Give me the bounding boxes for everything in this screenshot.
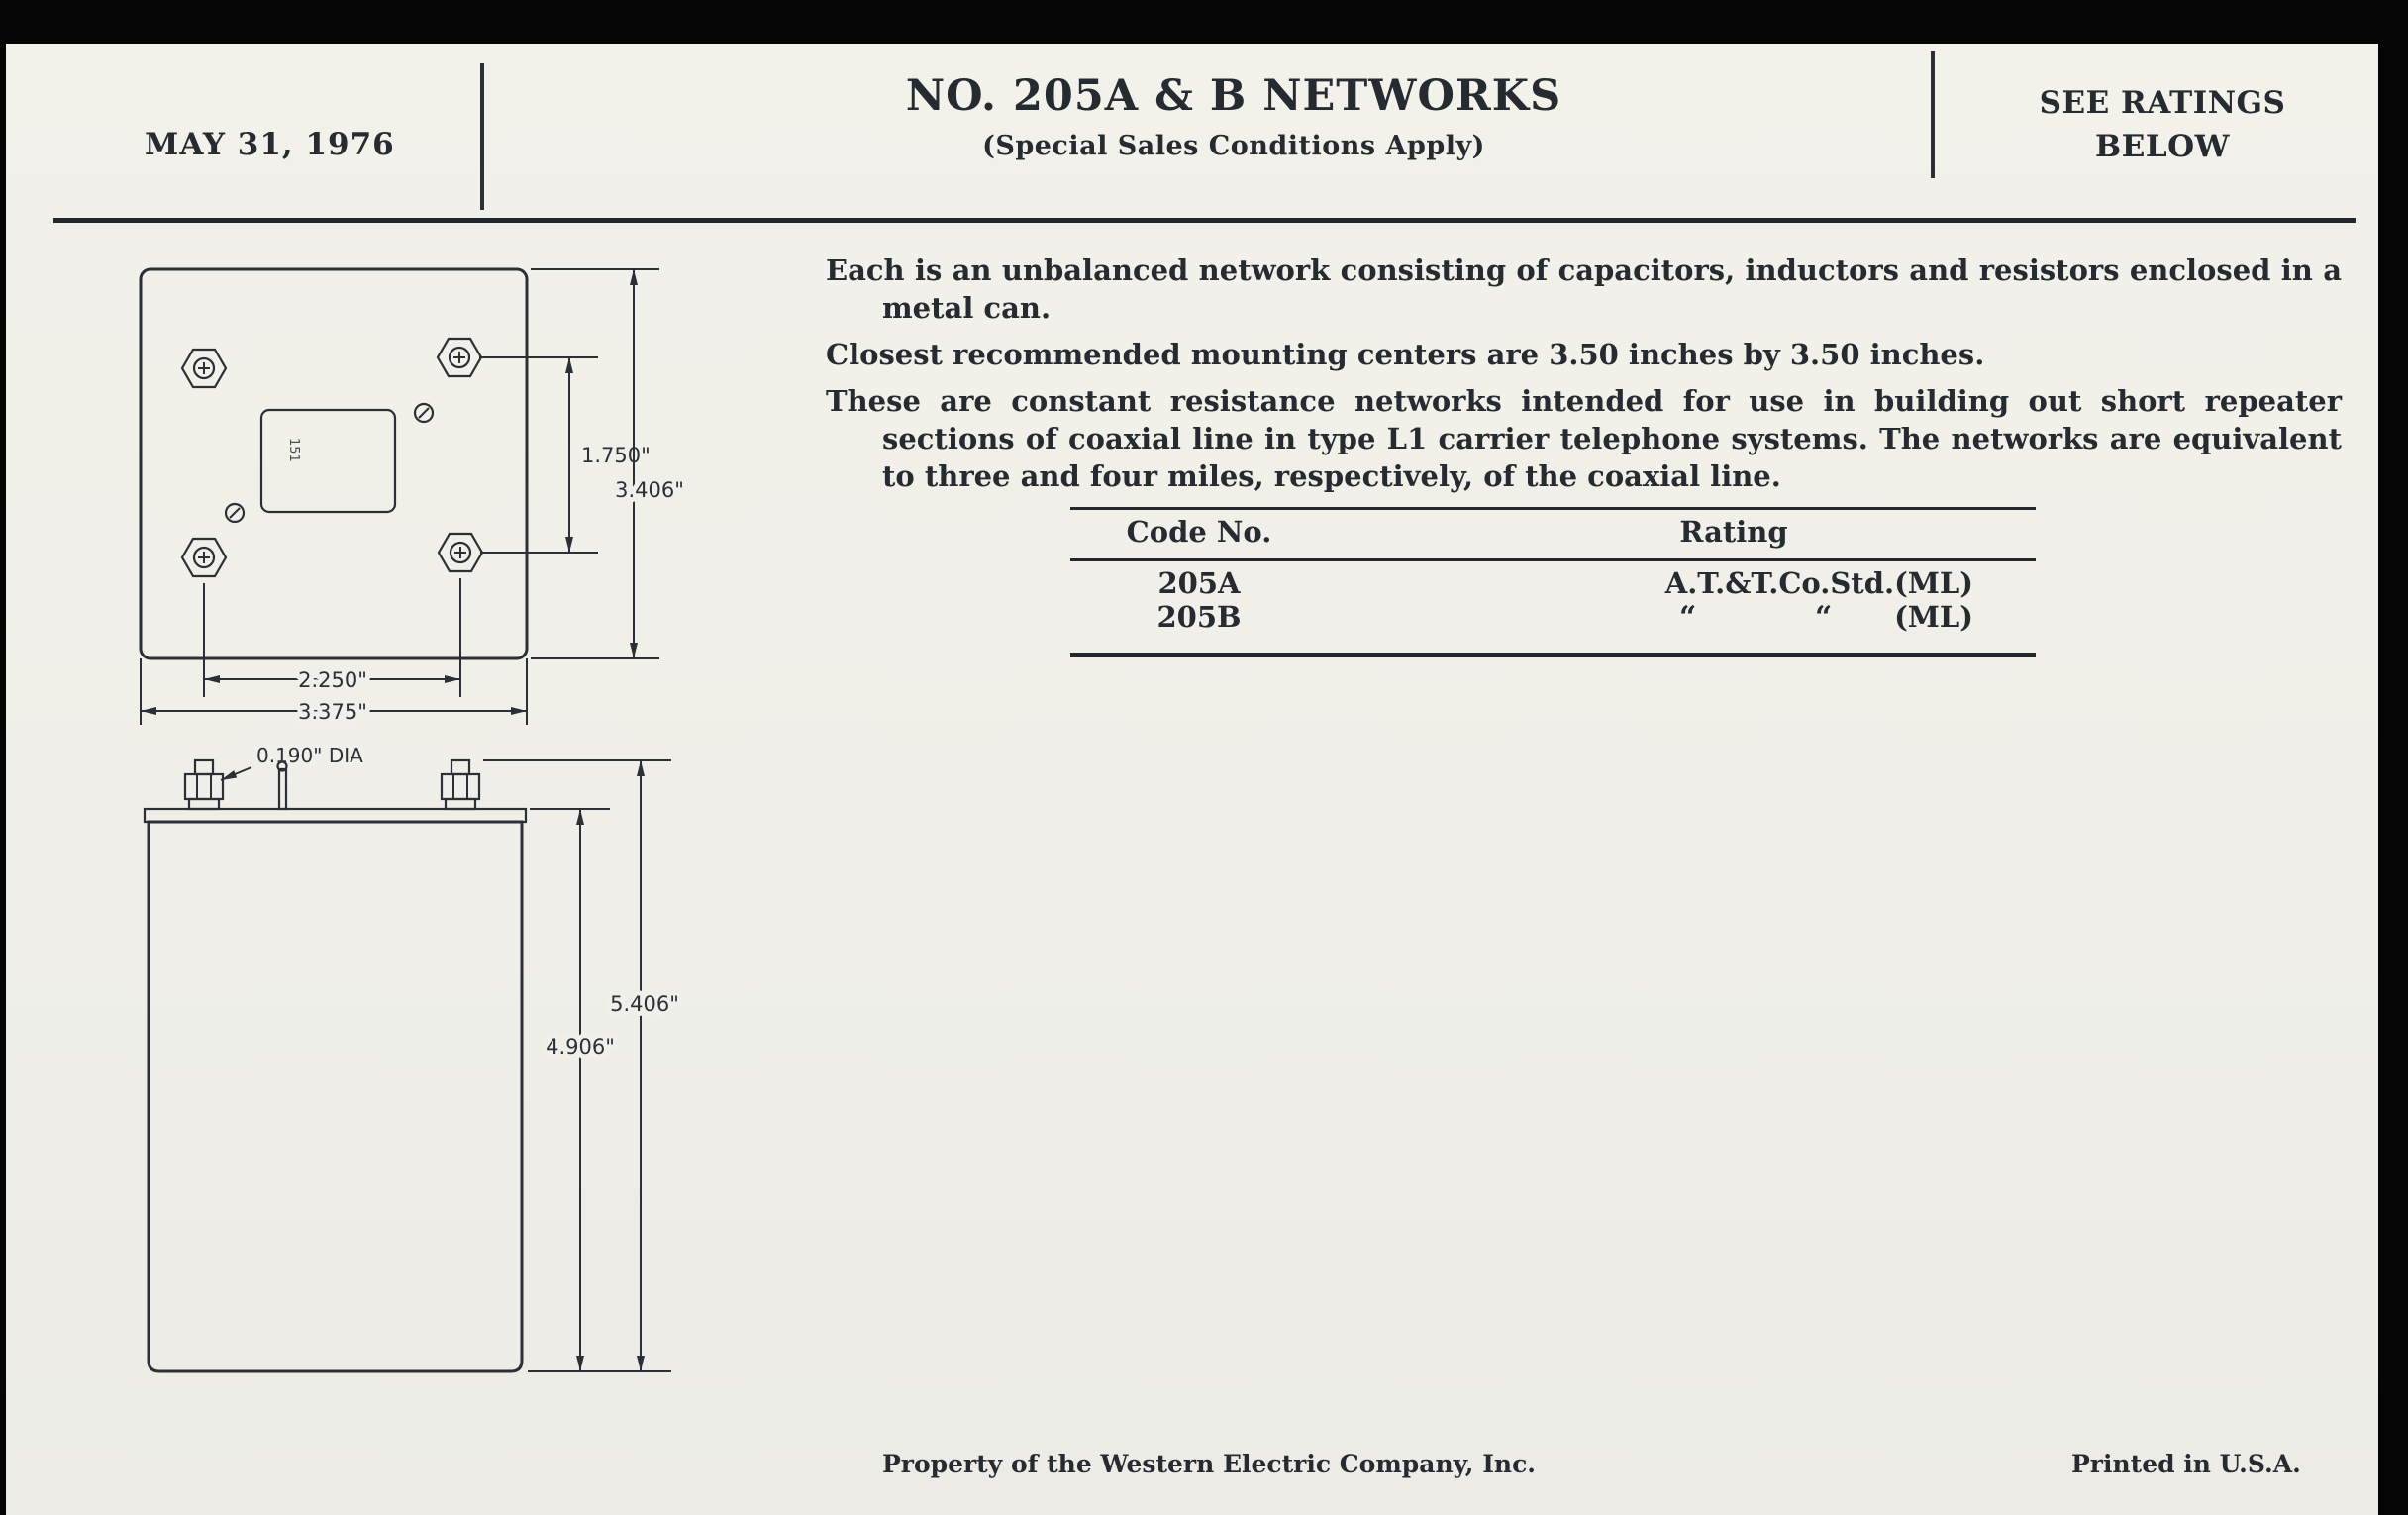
dimension-label-3375: 3.375" <box>298 700 367 724</box>
table-cell-code-205a: 205A <box>1157 566 1241 600</box>
mounting-screw-top-right <box>438 339 481 376</box>
leader-line-0190 <box>221 767 251 780</box>
paragraph-1: Each is an unbalanced network consisting of capacitors, inductors and resistors enclosed in a metal can. <box>826 253 2342 325</box>
table-header-code: Code No. <box>1126 515 1272 549</box>
technical-drawing <box>6 222 758 1509</box>
top-view-can-outline <box>141 269 527 658</box>
property-notice: Property of the Western Electric Company, Inc. <box>881 1450 1536 1478</box>
table-cell-ditto-1: “ <box>1679 600 1697 635</box>
paragraph-3: These are constant resistance networks intended for use in building out short repeater sections of coaxial line in type L1 carrier telephone systems. The networks are equivalent to three and four miles, respectively, of the coaxial line. <box>826 384 2342 493</box>
terminal-right <box>442 760 479 809</box>
mounting-screw-top-left <box>182 350 226 387</box>
ratings-note-line1: SEE RATINGS <box>2039 85 2286 121</box>
header-divider-right <box>1931 51 1935 178</box>
table-rule-bottom <box>1070 653 2036 657</box>
slotted-screw-upper <box>415 404 433 422</box>
ratings-note <box>1947 81 2378 168</box>
page-subtitle: (Special Sales Conditions Apply) <box>982 131 1485 161</box>
mounting-screw-bottom-left <box>182 539 226 576</box>
side-view-can-lid <box>145 809 526 822</box>
header-divider-left <box>480 63 484 210</box>
document-date: MAY 31, 1976 <box>145 127 395 162</box>
table-cell-rating-205b: (ML) <box>1894 600 1973 634</box>
title-block <box>560 71 1907 161</box>
table-rule-top <box>1070 507 2036 510</box>
label-plate <box>261 410 395 512</box>
dimension-label-3406: 3.406" <box>615 478 684 502</box>
table-rule-header <box>1070 558 2036 561</box>
dimension-label-5406: 5.406" <box>610 992 679 1016</box>
dimension-label-4906: 4.906" <box>546 1035 615 1059</box>
printed-in-usa: Printed in U.S.A. <box>2071 1450 2301 1478</box>
slotted-screw-lower <box>226 504 244 522</box>
description-block <box>826 252 2342 504</box>
dimension-label-2250: 2.250" <box>298 668 367 692</box>
table-cell-rating-205a: A.T.&T.Co.Std.(ML) <box>1664 566 1973 600</box>
terminal-left <box>185 760 223 809</box>
dimension-label-0190-dia: 0.190" DIA <box>256 744 363 767</box>
vent-pin <box>279 769 286 809</box>
page-title: NO. 205A & B NETWORKS <box>905 71 1562 121</box>
document-page <box>6 44 2378 1515</box>
table-cell-code-205b: 205B <box>1156 600 1242 634</box>
table-cell-ditto-2: “ <box>1815 600 1833 635</box>
ratings-table <box>1070 507 2036 665</box>
ratings-note-line2: BELOW <box>2095 129 2230 164</box>
side-view-can-body <box>149 822 522 1371</box>
label-plate-markings: 151 <box>286 438 301 462</box>
dimension-label-1750: 1.750" <box>581 444 651 467</box>
table-header-rating: Rating <box>1679 515 1788 549</box>
paragraph-2: Closest recommended mounting centers are 3.50 inches by 3.50 inches. <box>826 338 1985 371</box>
mounting-screw-bottom-right <box>439 534 482 571</box>
